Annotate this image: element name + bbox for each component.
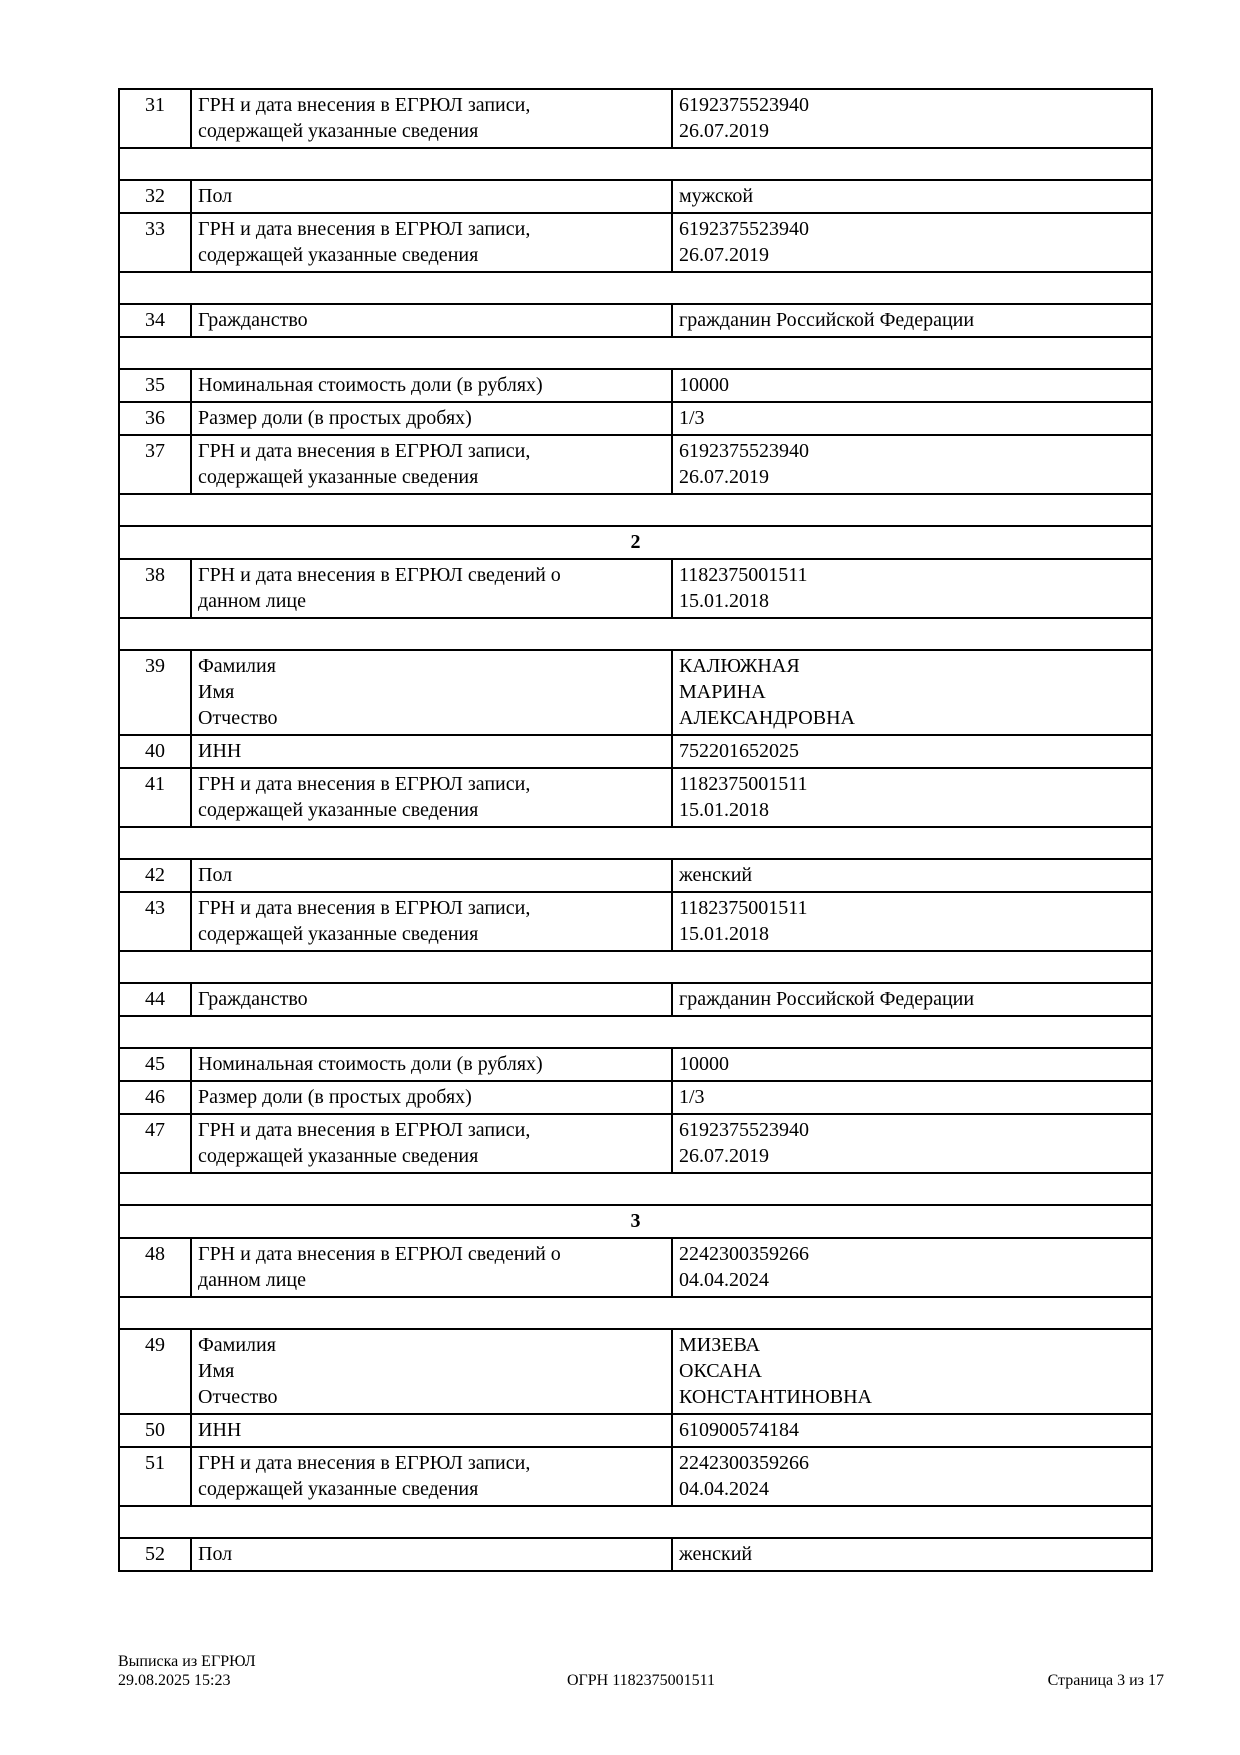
field-value-line: КОНСТАНТИНОВНА <box>679 1386 872 1408</box>
spacer-cell <box>119 827 1152 859</box>
field-label-line: ГРН и дата внесения в ЕГРЮЛ записи, <box>198 218 531 240</box>
page-footer <box>118 1652 1164 1690</box>
spacer-cell <box>119 1506 1152 1538</box>
field-value <box>672 1081 1152 1114</box>
field-label-line: ГРН и дата внесения в ЕГРЮЛ записи, <box>198 440 531 462</box>
spacer-cell <box>119 272 1152 304</box>
field-value-line: 610900574184 <box>679 1419 799 1441</box>
field-value-line: КАЛЮЖНАЯ <box>679 655 800 677</box>
field-label-line: Размер доли (в простых дробях) <box>198 407 472 429</box>
table-row <box>119 369 1152 402</box>
field-value-line: 26.07.2019 <box>679 244 769 266</box>
field-label <box>191 402 672 435</box>
field-label-line: содержащей указанные сведения <box>198 466 479 488</box>
footer-doc-title: Выписка из ЕГРЮЛ <box>118 1653 256 1670</box>
field-value <box>672 650 1152 735</box>
spacer-row <box>119 951 1152 983</box>
field-value-line: 15.01.2018 <box>679 590 769 612</box>
footer-doc-info <box>118 1652 567 1690</box>
table-row <box>119 1238 1152 1297</box>
field-value <box>672 1538 1152 1571</box>
field-label-line: Имя <box>198 1360 235 1382</box>
row-number: 31 <box>119 89 191 148</box>
spacer-row <box>119 1297 1152 1329</box>
field-label <box>191 650 672 735</box>
row-number: 45 <box>119 1048 191 1081</box>
field-label <box>191 892 672 951</box>
field-value-line: 6192375523940 <box>679 1119 809 1141</box>
field-value <box>672 1048 1152 1081</box>
field-label <box>191 859 672 892</box>
field-label-line: Гражданство <box>198 988 308 1010</box>
spacer-row <box>119 337 1152 369</box>
field-value <box>672 180 1152 213</box>
field-value <box>672 369 1152 402</box>
table-row <box>119 89 1152 148</box>
field-label-line: ГРН и дата внесения в ЕГРЮЛ записи, <box>198 897 531 919</box>
spacer-row <box>119 1506 1152 1538</box>
field-value-line: 10000 <box>679 374 729 396</box>
field-label-line: ИНН <box>198 1419 242 1441</box>
field-value-line: 26.07.2019 <box>679 120 769 142</box>
field-label-line: ИНН <box>198 740 242 762</box>
spacer-row <box>119 618 1152 650</box>
row-number: 38 <box>119 559 191 618</box>
field-label <box>191 180 672 213</box>
field-value-line: 04.04.2024 <box>679 1478 769 1500</box>
row-number: 44 <box>119 983 191 1016</box>
field-label <box>191 983 672 1016</box>
spacer-cell <box>119 1173 1152 1205</box>
field-value-line: МИЗЕВА <box>679 1334 760 1356</box>
spacer-row <box>119 272 1152 304</box>
field-value-line: женский <box>679 864 753 886</box>
field-value <box>672 402 1152 435</box>
field-value-line: 1182375001511 <box>679 773 808 795</box>
footer-generated-at: 29.08.2025 15:23 <box>118 1672 231 1689</box>
table-row <box>119 402 1152 435</box>
footer-page-indicator: Страница 3 из 17 <box>1047 1672 1164 1689</box>
field-value-line: 752201652025 <box>679 740 799 762</box>
field-label <box>191 1538 672 1571</box>
field-label-line: ГРН и дата внесения в ЕГРЮЛ записи, <box>198 773 531 795</box>
field-label-line: Фамилия <box>198 655 276 677</box>
row-number: 34 <box>119 304 191 337</box>
field-value-line: 1182375001511 <box>679 897 808 919</box>
field-value <box>672 89 1152 148</box>
table-row <box>119 735 1152 768</box>
field-label-line: содержащей указанные сведения <box>198 923 479 945</box>
spacer-cell <box>119 951 1152 983</box>
field-label-line: содержащей указанные сведения <box>198 1478 479 1500</box>
spacer-row <box>119 1173 1152 1205</box>
section-number: 2 <box>119 526 1152 559</box>
spacer-cell <box>119 337 1152 369</box>
field-label <box>191 1447 672 1506</box>
section-header-row <box>119 1205 1152 1238</box>
field-label-line: ГРН и дата внесения в ЕГРЮЛ записи, <box>198 94 531 116</box>
field-value <box>672 1447 1152 1506</box>
field-label-line: Номинальная стоимость доли (в рублях) <box>198 374 543 396</box>
row-number: 47 <box>119 1114 191 1173</box>
table-row <box>119 1081 1152 1114</box>
table-row <box>119 892 1152 951</box>
field-label-line: ГРН и дата внесения в ЕГРЮЛ записи, <box>198 1119 531 1141</box>
field-value-line: 15.01.2018 <box>679 923 769 945</box>
field-label <box>191 735 672 768</box>
table-row <box>119 859 1152 892</box>
field-label <box>191 304 672 337</box>
row-number: 41 <box>119 768 191 827</box>
field-value <box>672 768 1152 827</box>
field-label <box>191 435 672 494</box>
row-number: 39 <box>119 650 191 735</box>
field-label <box>191 1048 672 1081</box>
field-value <box>672 1329 1152 1414</box>
egrul-extract-table-body <box>119 89 1152 1571</box>
row-number: 50 <box>119 1414 191 1447</box>
field-label-line: Размер доли (в простых дробях) <box>198 1086 472 1108</box>
table-row <box>119 1048 1152 1081</box>
field-label <box>191 89 672 148</box>
field-value-line: 1182375001511 <box>679 564 808 586</box>
field-value <box>672 304 1152 337</box>
table-row <box>119 983 1152 1016</box>
field-label <box>191 213 672 272</box>
field-label <box>191 1329 672 1414</box>
field-value-line: 2242300359266 <box>679 1452 809 1474</box>
row-number: 40 <box>119 735 191 768</box>
table-row <box>119 304 1152 337</box>
field-value <box>672 859 1152 892</box>
field-label-line: Фамилия <box>198 1334 276 1356</box>
field-value-line: 6192375523940 <box>679 94 809 116</box>
footer-ogrn: ОГРН 1182375001511 <box>566 1672 716 1689</box>
field-value-line: ОКСАНА <box>679 1360 762 1382</box>
row-number: 52 <box>119 1538 191 1571</box>
field-value-line: АЛЕКСАНДРОВНА <box>679 707 855 729</box>
section-header-row <box>119 526 1152 559</box>
table-row <box>119 559 1152 618</box>
row-number: 48 <box>119 1238 191 1297</box>
field-label-line: Пол <box>198 1543 233 1565</box>
field-value <box>672 735 1152 768</box>
table-row <box>119 180 1152 213</box>
field-label-line: содержащей указанные сведения <box>198 244 479 266</box>
field-value-line: мужской <box>679 185 754 207</box>
field-value-line: женский <box>679 1543 753 1565</box>
field-label-line: Пол <box>198 864 233 886</box>
field-value-line: 10000 <box>679 1053 729 1075</box>
table-row <box>119 1447 1152 1506</box>
table-row <box>119 1114 1152 1173</box>
spacer-cell <box>119 494 1152 526</box>
field-value <box>672 892 1152 951</box>
spacer-cell <box>119 1016 1152 1048</box>
field-label-line: ГРН и дата внесения в ЕГРЮЛ записи, <box>198 1452 531 1474</box>
field-label-line: Пол <box>198 185 233 207</box>
field-value-line: 26.07.2019 <box>679 1145 769 1167</box>
field-value-line: МАРИНА <box>679 681 766 703</box>
field-value-line: 6192375523940 <box>679 218 809 240</box>
row-number: 51 <box>119 1447 191 1506</box>
field-label-line: Отчество <box>198 1386 278 1408</box>
table-row <box>119 1329 1152 1414</box>
table-row <box>119 213 1152 272</box>
field-label-line: Номинальная стоимость доли (в рублях) <box>198 1053 543 1075</box>
row-number: 42 <box>119 859 191 892</box>
field-value <box>672 1238 1152 1297</box>
table-row <box>119 1538 1152 1571</box>
field-label-line: данном лице <box>198 1269 306 1291</box>
field-label-line: Имя <box>198 681 235 703</box>
field-value-line: 6192375523940 <box>679 440 809 462</box>
field-value <box>672 983 1152 1016</box>
field-value <box>672 1414 1152 1447</box>
field-label-line: Отчество <box>198 707 278 729</box>
row-number: 46 <box>119 1081 191 1114</box>
field-label <box>191 1081 672 1114</box>
field-value-line: гражданин Российской Федерации <box>679 988 975 1010</box>
field-label-line: ГРН и дата внесения в ЕГРЮЛ сведений о <box>198 564 561 586</box>
field-label-line: содержащей указанные сведения <box>198 799 479 821</box>
row-number: 43 <box>119 892 191 951</box>
section-number: 3 <box>119 1205 1152 1238</box>
row-number: 36 <box>119 402 191 435</box>
spacer-row <box>119 1016 1152 1048</box>
field-value <box>672 559 1152 618</box>
row-number: 32 <box>119 180 191 213</box>
field-label <box>191 1238 672 1297</box>
field-value <box>672 213 1152 272</box>
spacer-row <box>119 494 1152 526</box>
field-label <box>191 1114 672 1173</box>
field-label <box>191 1414 672 1447</box>
field-value-line: 1/3 <box>679 407 705 429</box>
field-value-line: 04.04.2024 <box>679 1269 769 1291</box>
egrul-extract-table <box>118 88 1153 1572</box>
spacer-row <box>119 827 1152 859</box>
field-label-line: содержащей указанные сведения <box>198 120 479 142</box>
field-label-line: данном лице <box>198 590 306 612</box>
table-row <box>119 650 1152 735</box>
field-value <box>672 1114 1152 1173</box>
field-value-line: гражданин Российской Федерации <box>679 309 975 331</box>
table-row <box>119 768 1152 827</box>
spacer-cell <box>119 1297 1152 1329</box>
spacer-cell <box>119 618 1152 650</box>
field-value-line: 15.01.2018 <box>679 799 769 821</box>
field-label <box>191 768 672 827</box>
field-label <box>191 369 672 402</box>
field-value-line: 2242300359266 <box>679 1243 809 1265</box>
table-row <box>119 1414 1152 1447</box>
field-label-line: Гражданство <box>198 309 308 331</box>
field-value-line: 1/3 <box>679 1086 705 1108</box>
row-number: 49 <box>119 1329 191 1414</box>
field-label-line: ГРН и дата внесения в ЕГРЮЛ сведений о <box>198 1243 561 1265</box>
spacer-cell <box>119 148 1152 180</box>
field-label-line: содержащей указанные сведения <box>198 1145 479 1167</box>
field-label <box>191 559 672 618</box>
row-number: 37 <box>119 435 191 494</box>
spacer-row <box>119 148 1152 180</box>
table-row <box>119 435 1152 494</box>
row-number: 33 <box>119 213 191 272</box>
field-value <box>672 435 1152 494</box>
row-number: 35 <box>119 369 191 402</box>
field-value-line: 26.07.2019 <box>679 466 769 488</box>
